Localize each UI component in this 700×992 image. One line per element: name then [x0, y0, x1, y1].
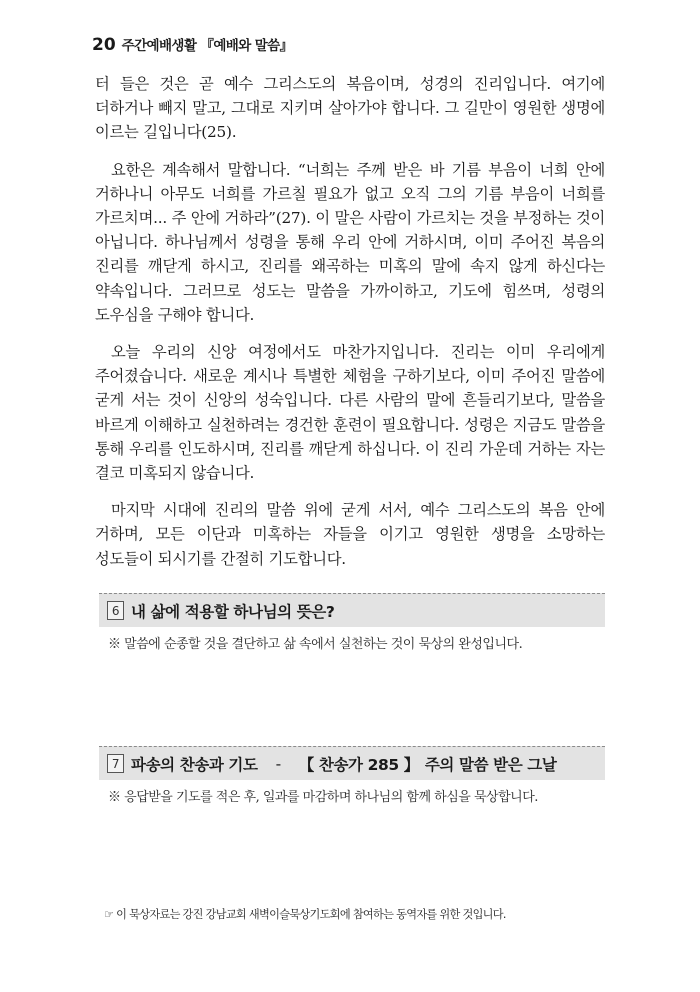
section-7-title: 파송의 찬송과 기도 [131, 755, 258, 774]
body-paragraph-1: 터 들은 것은 곧 예수 그리스도의 복음이며, 성경의 진리입니다. 여기에 더하거나 빼지 말고, 그대로 지키며 살아가야 합니다. 그 길만이 영원한 생명에 이르는 길입니다(25). [95, 75, 605, 142]
section-7-separator: - [275, 754, 281, 773]
footer-note: ☞ 이 묵상자료는 강진 강남교회 새벽이슬묵상기도회에 참여하는 동역자를 위한 것입니다. [104, 908, 506, 921]
body-text [95, 72, 605, 584]
hymn-title: 주의 말씀 받은 그날 [424, 755, 557, 774]
section-7-note: ※ 응답받을 기도를 적은 후, 일과를 마감하며 하나님의 함께 하심을 묵상합니다. [108, 790, 538, 805]
section-6-title: 내 삶에 적용할 하나님의 뜻은? [131, 602, 335, 621]
section-7-heading [99, 746, 605, 780]
page-number: 20 [92, 35, 116, 55]
running-header [92, 34, 293, 58]
section-6-number: 6 [107, 601, 124, 620]
section-7-number: 7 [107, 754, 124, 773]
body-paragraph-4: 마지막 시대에 진리의 말씀 위에 굳게 서서, 예수 그리스도의 복음 안에 거하며, 모든 이단과 미혹하는 자들을 이기고 영원한 생명을 소망하는 성도들이 되시기를 간절히 기도합니다. [95, 501, 605, 568]
publication-title: 주간예배생활 『예배와 말씀』 [121, 38, 293, 54]
body-paragraph-3: 오늘 우리의 신앙 여정에서도 마찬가지입니다. 진리는 이미 우리에게 주어졌습니다. 새로운 계시나 특별한 체험을 구하기보다, 이미 주어진 말씀에 굳게 서는 것이 신앙의 성숙입니다. 다른 사람의 말에 흔들리기보다, 말씀을 바르게 이해하고 실천하려는 경건한 훈련이 필요합니다. 성령은 지금도 말씀을 통해 우리를 인도하시며, 진리를 깨닫게 하십니다. 이 진리 가운데 거하는 자는 결코 미혹되지 않습니다. [95, 343, 605, 483]
section-6-heading [99, 593, 605, 627]
hymn-number: 【 찬송가 285 】 [298, 755, 419, 774]
section-6-note: ※ 말씀에 순종할 것을 결단하고 삶 속에서 실천하는 것이 묵상의 완성입니다. [108, 637, 523, 652]
body-paragraph-2: 요한은 계속해서 말합니다. “너희는 주께 받은 바 기름 부음이 너희 안에 거하나니 아무도 너희를 가르칠 필요가 없고 오직 그의 기름 부음이 너희를 가르치며... 주 안에 거하라”(27). 이 말은 사람이 가르치는 것을 부정하는 것이 아닙니다. 하나님께서 성령을 통해 우리 안에 거하시며, 이미 주어진 복음의 진리를 깨닫게 하시고, 진리를 왜곡하는 미혹의 말에 속지 않게 하신다는 약속입니다. 그러므로 성도는 말씀을 가까이하고, 기도에 힘쓰며, 성령의 도우심을 구해야 합니다. [95, 160, 605, 324]
